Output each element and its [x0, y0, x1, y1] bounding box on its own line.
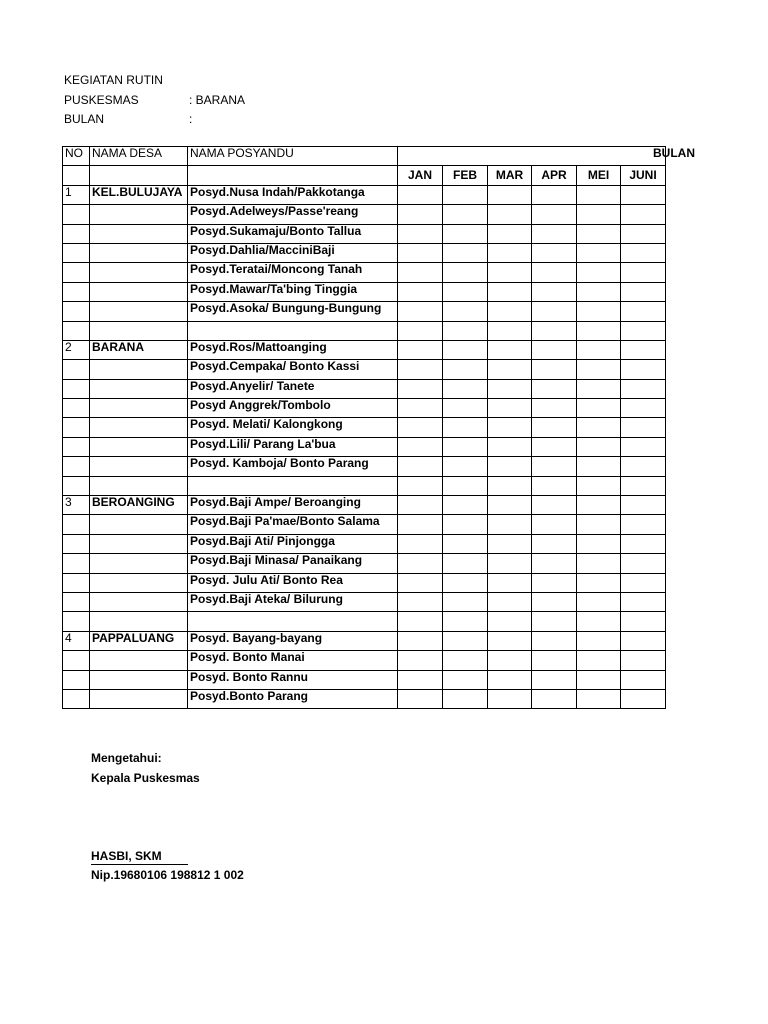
cell-desa: [90, 515, 188, 534]
cell-desa: KEL.BULUJAYA: [90, 185, 188, 204]
cell-month: [443, 399, 488, 418]
cell-month: [398, 515, 443, 534]
cell-month: [488, 302, 532, 321]
cell-desa: [90, 457, 188, 476]
cell-month: [443, 573, 488, 592]
cell-month: [488, 185, 532, 204]
cell-no: [63, 224, 90, 243]
cell-month: [577, 321, 621, 340]
cell-posyandu: Posyd.Adelweys/Passe'reang: [188, 205, 398, 224]
cell-month: [621, 205, 666, 224]
cell-month: [398, 651, 443, 670]
cell-month: [532, 534, 577, 553]
cell-month: [398, 592, 443, 611]
cell-posyandu: Posyd.Baji Pa'mae/Bonto Salama: [188, 515, 398, 534]
cell-posyandu: Posyd. Bonto Rannu: [188, 670, 398, 689]
cell-month: [443, 205, 488, 224]
cell-month: [488, 631, 532, 650]
cell-posyandu: [188, 612, 398, 631]
cell-month: [398, 631, 443, 650]
cell-month: [621, 224, 666, 243]
posyandu-table: [62, 146, 695, 709]
cell-month: [532, 243, 577, 262]
cell-month: [577, 399, 621, 418]
cell-month: [488, 418, 532, 437]
cell-posyandu: Posyd.Asoka/ Bungung-Bungung: [188, 302, 398, 321]
cell-desa: [90, 592, 188, 611]
col-bulan-header: [398, 146, 695, 166]
cell-posyandu: Posyd.Nusa Indah/Pakkotanga: [188, 185, 398, 204]
cell-month: [621, 689, 666, 708]
cell-posyandu: Posyd. Bayang-bayang: [188, 631, 398, 650]
cell-desa: [90, 612, 188, 631]
cell-posyandu: Posyd.Ros/Mattoanging: [188, 340, 398, 359]
cell-month: [443, 263, 488, 282]
cell-month: [532, 263, 577, 282]
cell-desa: [90, 476, 188, 495]
cell-month: [443, 340, 488, 359]
cell-desa: [90, 263, 188, 282]
table-row: [63, 437, 666, 456]
cell-posyandu: Posyd.Bonto Parang: [188, 689, 398, 708]
cell-no: 2: [63, 340, 90, 359]
cell-desa: [90, 399, 188, 418]
cell-month: [532, 612, 577, 631]
month-feb: FEB: [443, 166, 488, 185]
cell-month: [532, 496, 577, 515]
cell-no: [63, 573, 90, 592]
footer-jabatan: Kepala Puskesmas: [91, 771, 200, 785]
cell-desa: [90, 689, 188, 708]
cell-month: [488, 457, 532, 476]
cell-month: [488, 651, 532, 670]
cell-month: [443, 670, 488, 689]
cell-month: [443, 321, 488, 340]
cell-no: 4: [63, 631, 90, 650]
cell-month: [577, 554, 621, 573]
cell-month: [532, 340, 577, 359]
cell-month: [443, 224, 488, 243]
cell-month: [488, 399, 532, 418]
table-row: [63, 534, 666, 553]
cell-month: [443, 302, 488, 321]
cell-month: [398, 554, 443, 573]
cell-month: [621, 418, 666, 437]
cell-desa: BARANA: [90, 340, 188, 359]
cell-no: [63, 670, 90, 689]
cell-month: [532, 437, 577, 456]
cell-month: [532, 689, 577, 708]
cell-posyandu: Posyd.Teratai/Moncong Tanah: [188, 263, 398, 282]
table-row: [63, 340, 666, 359]
cell-month: [443, 592, 488, 611]
cell-desa: PAPPALUANG: [90, 631, 188, 650]
cell-month: [621, 592, 666, 611]
cell-no: [63, 263, 90, 282]
cell-posyandu: Posyd Anggrek/Tombolo: [188, 399, 398, 418]
cell-month: [398, 282, 443, 301]
cell-desa: [90, 360, 188, 379]
cell-desa: [90, 282, 188, 301]
cell-month: [621, 321, 666, 340]
cell-month: [398, 689, 443, 708]
col-posyandu-header: NAMA POSYANDU: [188, 147, 398, 166]
cell-month: [577, 302, 621, 321]
cell-month: [577, 185, 621, 204]
cell-desa: [90, 224, 188, 243]
cell-no: [63, 282, 90, 301]
cell-month: [532, 321, 577, 340]
cell-desa: [90, 534, 188, 553]
cell-month: [621, 670, 666, 689]
cell-month: [443, 496, 488, 515]
month-jan: JAN: [398, 166, 443, 185]
cell-month: [532, 476, 577, 495]
cell-posyandu: Posyd. Melati/ Kalongkong: [188, 418, 398, 437]
cell-month: [577, 612, 621, 631]
cell-no: [63, 321, 90, 340]
table-row: [63, 360, 666, 379]
table-row: [63, 515, 666, 534]
cell-month: [532, 399, 577, 418]
cell-month: [443, 651, 488, 670]
cell-posyandu: Posyd.Cempaka/ Bonto Kassi: [188, 360, 398, 379]
table-row: [63, 631, 666, 650]
cell-month: [443, 612, 488, 631]
cell-month: [398, 302, 443, 321]
cell-month: [488, 515, 532, 534]
cell-month: [532, 515, 577, 534]
bulan-value: :: [189, 112, 193, 126]
month-mar: MAR: [488, 166, 532, 185]
cell-month: [532, 185, 577, 204]
cell-month: [488, 689, 532, 708]
cell-no: [63, 243, 90, 262]
table-row: [63, 302, 666, 321]
cell-month: [488, 224, 532, 243]
cell-month: [488, 496, 532, 515]
cell-month: [621, 302, 666, 321]
cell-no: [63, 437, 90, 456]
cell-posyandu: Posyd. Kamboja/ Bonto Parang: [188, 457, 398, 476]
cell-month: [488, 670, 532, 689]
cell-desa: [90, 651, 188, 670]
footer-mengetahui: Mengetahui:: [91, 751, 162, 765]
cell-month: [443, 437, 488, 456]
cell-no: [63, 592, 90, 611]
cell-posyandu: Posyd.Sukamaju/Bonto Tallua: [188, 224, 398, 243]
cell-month: [577, 243, 621, 262]
cell-month: [488, 340, 532, 359]
cell-posyandu: Posyd.Baji Minasa/ Panaikang: [188, 554, 398, 573]
cell-month: [488, 592, 532, 611]
cell-month: [532, 670, 577, 689]
table-row: [63, 379, 666, 398]
table-row: [63, 243, 666, 262]
month-row-blank-posyandu: [188, 166, 398, 185]
footer-nama: HASBI, SKM: [91, 849, 188, 865]
cell-month: [532, 554, 577, 573]
cell-month: [621, 651, 666, 670]
cell-month: [577, 205, 621, 224]
cell-posyandu: Posyd.Baji Ateka/ Bilurung: [188, 592, 398, 611]
table-row: [63, 592, 666, 611]
cell-month: [621, 243, 666, 262]
table-row: [63, 185, 666, 204]
cell-month: [577, 670, 621, 689]
cell-month: [532, 302, 577, 321]
cell-no: [63, 360, 90, 379]
cell-month: [398, 496, 443, 515]
cell-no: [63, 205, 90, 224]
table-row: [63, 554, 666, 573]
cell-no: [63, 554, 90, 573]
cell-month: [488, 321, 532, 340]
cell-no: [63, 418, 90, 437]
cell-month: [443, 379, 488, 398]
cell-posyandu: Posyd. Julu Ati/ Bonto Rea: [188, 573, 398, 592]
cell-month: [532, 205, 577, 224]
cell-desa: BEROANGING: [90, 496, 188, 515]
table-row: [63, 651, 666, 670]
cell-month: [398, 418, 443, 437]
cell-month: [398, 399, 443, 418]
table-row: [63, 399, 666, 418]
cell-desa: [90, 243, 188, 262]
cell-month: [621, 360, 666, 379]
cell-month: [532, 282, 577, 301]
cell-month: [398, 224, 443, 243]
cell-month: [488, 612, 532, 631]
month-juni: JUNI: [621, 166, 666, 185]
month-apr: APR: [532, 166, 577, 185]
cell-month: [577, 631, 621, 650]
cell-month: [577, 340, 621, 359]
cell-month: [577, 592, 621, 611]
cell-month: [621, 612, 666, 631]
cell-month: [577, 379, 621, 398]
header-title: [64, 73, 163, 87]
cell-month: [398, 185, 443, 204]
cell-posyandu: Posyd.Mawar/Ta'bing Tinggia: [188, 282, 398, 301]
table-row: [63, 224, 666, 243]
puskesmas-value: : BARANA: [189, 93, 246, 107]
cell-month: [577, 282, 621, 301]
table-row: [63, 205, 666, 224]
col-bulan-text: BULAN: [653, 146, 695, 160]
cell-no: [63, 689, 90, 708]
cell-month: [577, 573, 621, 592]
cell-posyandu: Posyd.Dahlia/MacciniBaji: [188, 243, 398, 262]
cell-month: [577, 418, 621, 437]
cell-month: [577, 263, 621, 282]
table-row: [63, 612, 666, 631]
cell-month: [488, 437, 532, 456]
cell-posyandu: Posyd.Lili/ Parang La'bua: [188, 437, 398, 456]
cell-month: [621, 340, 666, 359]
cell-month: [577, 534, 621, 553]
cell-month: [488, 534, 532, 553]
cell-month: [621, 282, 666, 301]
cell-month: [621, 263, 666, 282]
cell-month: [443, 418, 488, 437]
cell-month: [621, 437, 666, 456]
cell-month: [577, 515, 621, 534]
cell-posyandu: [188, 321, 398, 340]
cell-month: [532, 418, 577, 437]
cell-month: [577, 457, 621, 476]
cell-month: [398, 243, 443, 262]
cell-posyandu: Posyd.Anyelir/ Tanete: [188, 379, 398, 398]
col-no-header: NO: [63, 147, 90, 166]
cell-month: [621, 457, 666, 476]
cell-month: [532, 360, 577, 379]
cell-desa: [90, 573, 188, 592]
cell-month: [443, 631, 488, 650]
cell-month: [577, 689, 621, 708]
cell-month: [621, 573, 666, 592]
cell-desa: [90, 670, 188, 689]
cell-month: [443, 185, 488, 204]
cell-month: [488, 205, 532, 224]
table-row: [63, 496, 666, 515]
cell-month: [577, 476, 621, 495]
cell-month: [488, 476, 532, 495]
cell-month: [577, 224, 621, 243]
cell-posyandu: Posyd.Baji Ati/ Pinjongga: [188, 534, 398, 553]
cell-month: [621, 631, 666, 650]
table-row: [63, 263, 666, 282]
table-row: [63, 321, 666, 340]
cell-month: [398, 437, 443, 456]
table-row: [63, 476, 666, 495]
cell-month: [398, 457, 443, 476]
cell-month: [532, 224, 577, 243]
cell-month: [577, 360, 621, 379]
cell-month: [621, 379, 666, 398]
table-row: [63, 418, 666, 437]
cell-month: [577, 496, 621, 515]
cell-month: [621, 399, 666, 418]
month-mei: MEI: [577, 166, 621, 185]
cell-month: [532, 457, 577, 476]
cell-no: [63, 612, 90, 631]
cell-month: [532, 631, 577, 650]
cell-month: [532, 651, 577, 670]
cell-month: [398, 263, 443, 282]
cell-month: [398, 205, 443, 224]
cell-month: [621, 534, 666, 553]
cell-month: [488, 282, 532, 301]
cell-month: [621, 185, 666, 204]
cell-month: [488, 554, 532, 573]
cell-month: [577, 437, 621, 456]
cell-month: [398, 670, 443, 689]
cell-desa: [90, 418, 188, 437]
cell-posyandu: Posyd.Baji Ampe/ Beroanging: [188, 496, 398, 515]
cell-month: [621, 496, 666, 515]
sheet-viewport: [62, 146, 695, 709]
cell-desa: [90, 205, 188, 224]
cell-month: [398, 534, 443, 553]
cell-desa: [90, 302, 188, 321]
cell-month: [532, 379, 577, 398]
cell-month: [398, 321, 443, 340]
cell-posyandu: [188, 476, 398, 495]
cell-month: [398, 360, 443, 379]
cell-month: [398, 573, 443, 592]
col-desa-header: NAMA DESA: [90, 147, 188, 166]
cell-no: [63, 302, 90, 321]
month-row-blank-no: [63, 166, 90, 185]
cell-month: [398, 476, 443, 495]
cell-month: [621, 515, 666, 534]
cell-month: [443, 689, 488, 708]
puskesmas-label: PUSKESMAS: [64, 93, 139, 107]
cell-month: [398, 612, 443, 631]
table-row: [63, 457, 666, 476]
cell-no: [63, 457, 90, 476]
cell-month: [398, 379, 443, 398]
table-row: [63, 689, 666, 708]
cell-month: [398, 340, 443, 359]
cell-month: [443, 457, 488, 476]
cell-no: [63, 399, 90, 418]
cell-desa: [90, 321, 188, 340]
cell-posyandu: Posyd. Bonto Manai: [188, 651, 398, 670]
month-row: [63, 166, 666, 185]
footer-nip: Nip.19680106 198812 1 002: [91, 868, 244, 882]
cell-no: 3: [63, 496, 90, 515]
cell-month: [488, 360, 532, 379]
cell-desa: [90, 554, 188, 573]
cell-desa: [90, 437, 188, 456]
cell-month: [443, 534, 488, 553]
cell-month: [532, 592, 577, 611]
table-row: [63, 573, 666, 592]
cell-no: [63, 651, 90, 670]
cell-no: [63, 534, 90, 553]
month-row-blank-desa: [90, 166, 188, 185]
cell-no: [63, 379, 90, 398]
cell-month: [443, 360, 488, 379]
cell-month: [577, 651, 621, 670]
cell-no: [63, 476, 90, 495]
cell-month: [443, 515, 488, 534]
cell-month: [621, 554, 666, 573]
header-title-text: KEGIATAN RUTIN: [64, 73, 163, 87]
bulan-label: BULAN: [64, 112, 105, 126]
cell-month: [488, 263, 532, 282]
header-row: [63, 147, 666, 166]
cell-month: [443, 243, 488, 262]
table-row: [63, 670, 666, 689]
cell-month: [443, 476, 488, 495]
cell-no: 1: [63, 185, 90, 204]
cell-month: [532, 573, 577, 592]
cell-month: [443, 282, 488, 301]
cell-month: [488, 243, 532, 262]
cell-month: [621, 476, 666, 495]
cell-month: [488, 379, 532, 398]
cell-no: [63, 515, 90, 534]
cell-desa: [90, 379, 188, 398]
cell-month: [488, 573, 532, 592]
cell-month: [443, 554, 488, 573]
table-row: [63, 282, 666, 301]
